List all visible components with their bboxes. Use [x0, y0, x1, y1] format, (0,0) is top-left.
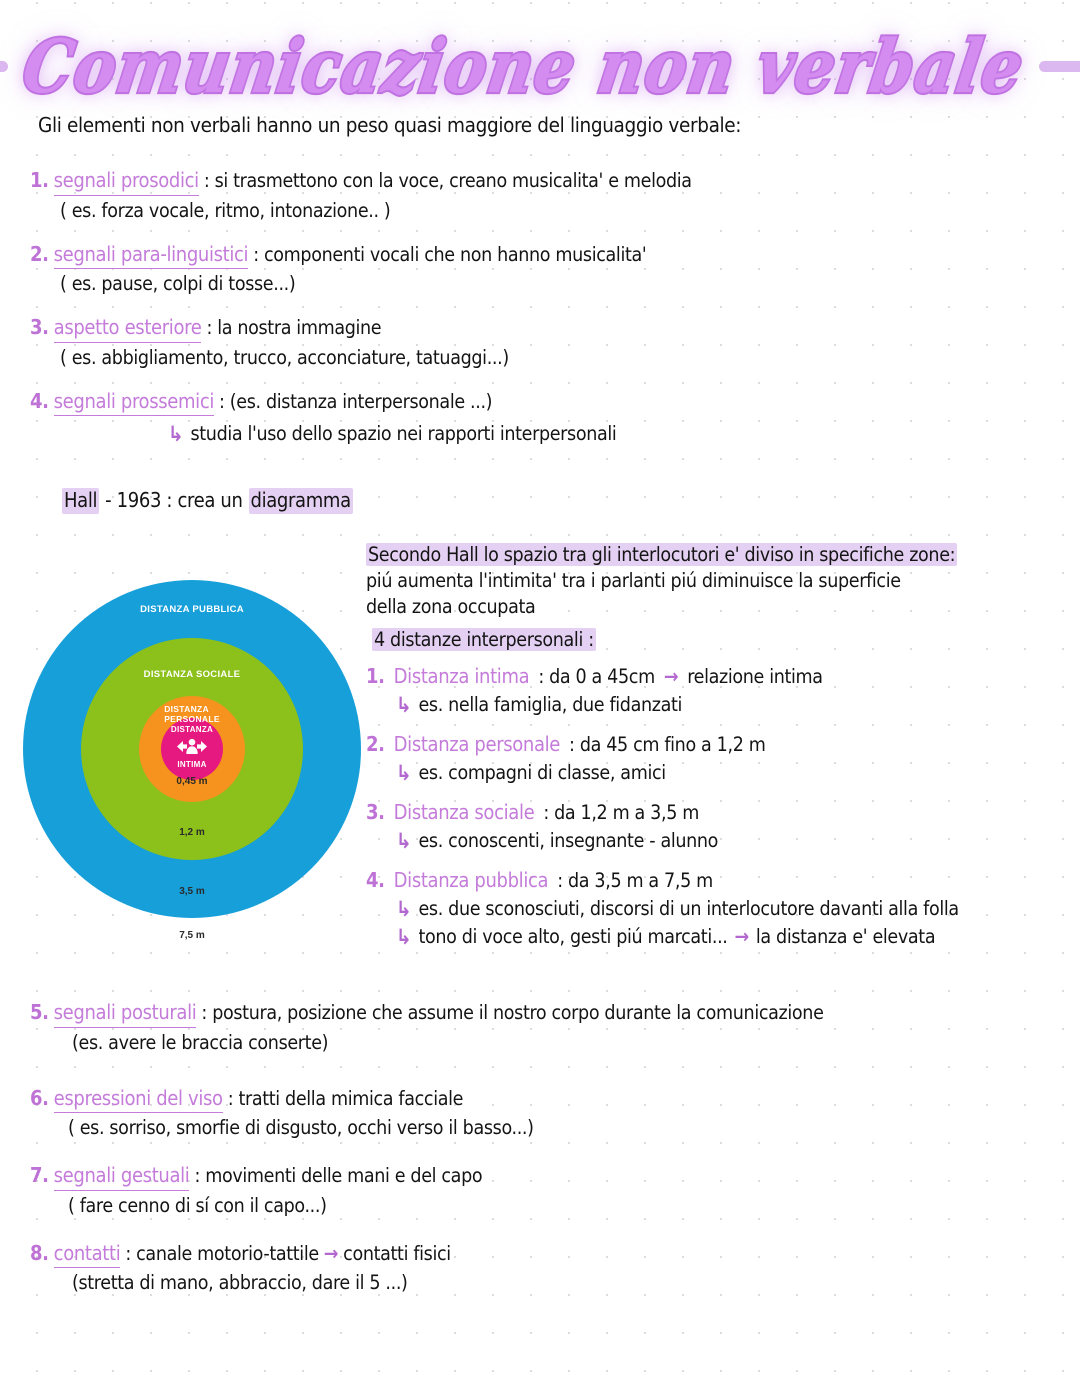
item-example: (es. avere le braccia conserte)	[72, 1030, 329, 1054]
zone-intimate-label-line1: DISTANZA	[170, 725, 214, 734]
distance-item	[366, 732, 1066, 786]
title-decoration-right	[1039, 61, 1080, 72]
item-number: 7.	[30, 1163, 49, 1188]
distance-relation: relazione intima	[687, 665, 823, 688]
zone-public-label: DISTANZA PUBBLICA	[140, 604, 244, 615]
list-item	[30, 242, 1010, 298]
explanation-subtitle-text: 4 distanze interpersonali :	[374, 627, 594, 651]
distance-example	[366, 897, 1066, 922]
hall-name: Hall	[64, 488, 98, 512]
distance-item	[366, 868, 1066, 950]
item-number: 5.	[30, 1000, 49, 1024]
zone-personal-label	[164, 704, 220, 724]
item-keyword: contatti	[54, 1241, 121, 1269]
interpersonal-distances-list	[366, 664, 1066, 959]
item-example: ( es. abbigliamento, trucco, acconciature, tatuaggi...)	[60, 345, 509, 369]
item-description: : canale motorio-tattile	[125, 1241, 319, 1265]
hall-year: - 1963 : crea un	[105, 488, 243, 512]
zone-social-label: DISTANZA SOCIALE	[143, 669, 241, 680]
hook-arrow-icon: ↳	[396, 828, 412, 853]
hook-arrow-icon: ↳	[396, 924, 412, 949]
item-description-cont: contatti fisici	[343, 1241, 451, 1265]
measure-personal: 1,2 m	[179, 827, 205, 838]
distance-example-text: es. nella famiglia, due fidanzati	[418, 692, 683, 716]
item-keyword: segnali para-linguistici	[54, 242, 249, 270]
item-example: ( es. pause, colpi di tosse...)	[60, 272, 296, 296]
zone-personal-label-line1: DISTANZA	[164, 704, 209, 714]
list-item	[30, 1086, 1050, 1142]
item-keyword: segnali prosodici	[54, 168, 199, 196]
item-description: : movimenti delle mani e del capo	[194, 1164, 483, 1188]
explanation-line-3: della zona occupata	[366, 594, 536, 618]
item-number: 1.	[30, 168, 49, 192]
right-arrow-icon: →	[323, 1241, 339, 1265]
page-title-row	[0, 18, 1080, 114]
distance-example-text: es. compagni di classe, amici	[418, 760, 666, 784]
distance-number: 3.	[366, 799, 385, 824]
distance-note	[366, 925, 1066, 950]
explanation-line-1	[366, 542, 1066, 568]
item-keyword: aspetto esteriore	[54, 315, 202, 343]
list-item	[30, 1241, 1050, 1297]
item-example: ( es. forza vocale, ritmo, intonazione.. )	[60, 198, 391, 222]
two-people-icon	[175, 738, 209, 755]
item-number: 6.	[30, 1085, 49, 1110]
zone-intimate-label-line2: INTIMA	[177, 760, 207, 769]
item-description: : postura, posizione che assume il nostro corpo durante la comunicazione	[201, 1001, 824, 1024]
distance-item	[366, 800, 1066, 854]
hall-explanation	[366, 542, 1066, 653]
hook-arrow-icon: ↳	[168, 422, 184, 447]
nonverbal-signals-list-bottom	[30, 1000, 1050, 1311]
distance-range: : da 1,2 m a 3,5 m	[543, 800, 699, 824]
explanation-line-2: piú aumenta l'intimita' tra i parlanti piú diminuisce la superficie	[366, 568, 901, 592]
intro-sentence: Gli elementi non verbali hanno un peso quasi maggiore del linguaggio verbale:	[38, 113, 742, 137]
distance-example	[366, 693, 1066, 718]
explanation-subtitle	[366, 628, 1066, 653]
distance-range: : da 0 a 45cm	[538, 665, 655, 688]
hook-arrow-icon: ↳	[396, 760, 412, 785]
item-number: 8.	[30, 1240, 49, 1265]
item-keyword: espressioni del viso	[54, 1086, 223, 1114]
distance-range: : da 3,5 m a 7,5 m	[557, 868, 713, 892]
right-arrow-icon: →	[734, 924, 749, 948]
list-item	[30, 389, 1010, 448]
distance-keyword: Distanza intima	[393, 664, 530, 688]
zone-personal-label-line2: PERSONALE	[164, 714, 220, 725]
distance-example	[366, 761, 1066, 786]
measure-public: 7,5 m	[179, 930, 205, 941]
distance-note-text: tono di voce alto, gesti piú marcati...	[418, 924, 728, 948]
distance-item	[366, 664, 1066, 718]
measure-social: 3,5 m	[179, 886, 205, 897]
distance-range: : da 45 cm fino a 1,2 m	[569, 732, 766, 756]
item-example: (stretta di mano, abbraccio, dare il 5 ...)	[72, 1271, 408, 1295]
list-item	[30, 1000, 1050, 1056]
hook-arrow-icon: ↳	[396, 896, 412, 921]
item-description: : (es. distanza interpersonale ...)	[219, 389, 493, 413]
list-item	[30, 1163, 1050, 1219]
distance-number: 2.	[366, 731, 385, 756]
item-description: : tratti della mimica facciale	[227, 1086, 464, 1110]
item-description: : si trasmettono con la voce, creano musicalita' e melodia	[203, 169, 692, 192]
distance-example-text: es. due sconosciuti, discorsi di un interlocutore davanti alla folla	[418, 896, 959, 920]
measure-intimate: 0,45 m	[176, 776, 208, 787]
distance-keyword: Distanza pubblica	[393, 867, 549, 892]
item-keyword: segnali prossemici	[54, 389, 214, 417]
item-number: 3.	[30, 315, 49, 340]
nonverbal-signals-list-top	[30, 168, 1010, 458]
item-number: 4.	[30, 388, 49, 413]
distance-example	[366, 829, 1066, 854]
distance-example-text: es. conoscenti, insegnante - alunno	[418, 828, 719, 852]
item-example: ( fare cenno di sí con il capo...)	[68, 1193, 327, 1217]
item-keyword: segnali gestuali	[54, 1163, 190, 1191]
list-item	[30, 168, 1010, 224]
proxemics-diagram	[22, 562, 362, 941]
list-item	[30, 315, 1010, 371]
right-arrow-icon: →	[663, 665, 679, 688]
item-example: ( es. sorriso, smorfie di disgusto, occhi verso il basso...)	[68, 1116, 534, 1140]
explanation-line-1-text: Secondo Hall lo spazio tra gli interlocutori e' diviso in specifiche zone:	[368, 543, 956, 566]
item-description: : la nostra immagine	[206, 316, 382, 340]
hook-arrow-icon: ↳	[396, 692, 412, 717]
distance-number: 1.	[366, 664, 385, 688]
distance-note-result: la distanza e' elevata	[755, 924, 936, 948]
item-subnote	[30, 422, 1010, 447]
item-number: 2.	[30, 241, 49, 266]
distance-number: 4.	[366, 867, 385, 892]
hall-reference	[62, 488, 353, 514]
distance-keyword: Distanza sociale	[393, 799, 535, 824]
page-title: Comunicazione non verbale	[16, 22, 1031, 110]
title-decoration-left	[0, 61, 8, 72]
item-keyword: segnali posturali	[54, 1000, 197, 1028]
item-description: : componenti vocali che non hanno musicalita'	[253, 242, 647, 266]
hall-diagram-word: diagramma	[250, 488, 351, 512]
item-subnote-text: studia l'uso dello spazio nei rapporti interpersonali	[190, 422, 617, 446]
distance-keyword: Distanza personale	[393, 731, 561, 756]
